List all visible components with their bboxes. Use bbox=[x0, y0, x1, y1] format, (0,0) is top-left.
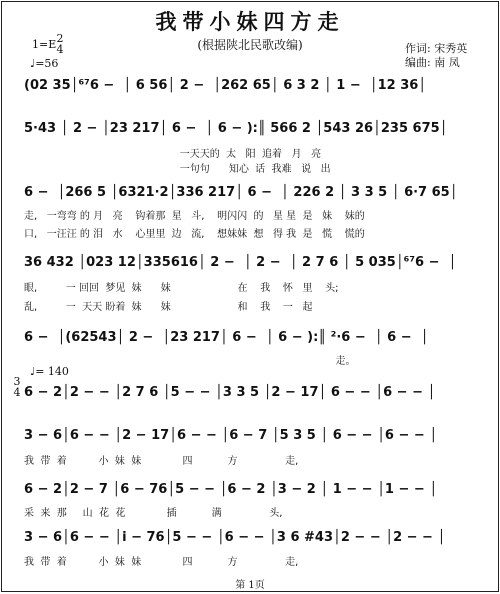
lyric-line-4a: 眼, 一 回回 梦见 妹 妹 在 我 怀 里 头; bbox=[24, 283, 339, 294]
time-signature-2-bottom: 4 bbox=[13, 386, 21, 399]
lyric-line-8a: 采 来 那 山 花 花 插 满 头, bbox=[24, 508, 283, 519]
time-signature-top: 2 bbox=[56, 32, 64, 45]
lyric-line-3a: 走, 一弯弯 的 月 亮 钩着那 星 斗, 明闪闪 的 星 星 是 妹 妹的 bbox=[24, 211, 365, 222]
tempo-marking: ♩=56 bbox=[30, 57, 59, 70]
song-title: 我带小妹四方走 bbox=[155, 9, 345, 34]
lyric-line-7a: 我 带 着 小 妹 妹 四 方 走, bbox=[24, 456, 299, 467]
lyric-line-2a: 一天天的 太 阳 追着 月 亮 bbox=[24, 149, 322, 160]
lyric-line-3b: 口, 一汪汪 的 泪 水 心里里 边 流, 想妹妹 想 得 我 是 慌 慌的 bbox=[24, 229, 365, 240]
notation-line-9: 3 − 6│6 − − │i − 76│5 − − │6 − − │3 6 #43│2 − − │2 − − │ bbox=[24, 530, 446, 545]
lyricist-credit: 作词: 宋秀英 bbox=[405, 42, 468, 55]
composer-credit: 编曲: 南 凤 bbox=[405, 56, 460, 69]
notation-line-4: 36 432 │023 12│335616│ 2 − │ 2 − │ 2 7 6 │ 5 035│⁶⁷6 − │ bbox=[24, 255, 457, 270]
key-signature: 1=E bbox=[32, 38, 57, 51]
time-signature-2 bbox=[12, 376, 22, 398]
page-number: 第 1页 bbox=[235, 580, 265, 591]
song-subtitle: (根据陕北民歌改编) bbox=[197, 38, 303, 52]
notation-line-2: 5·43 │ 2 − │23 217│ 6 − │ 6 − ):║ 566 2 │543 26│235 675│ bbox=[24, 121, 448, 136]
lyric-line-4b: 乱, 一 天天 盼着 妹 妹 和 我 一 起 bbox=[24, 302, 313, 313]
notation-line-5: 6 − │(62543│ 2 − │23 217│ 6 − │ 6 − ):║ ²·6 − │ 6 − │ bbox=[24, 330, 429, 345]
notation-line-6: 6 − 2│2 − − │2 7 6 │5 − − │3 3 5 │2 − 17│ 6 − − │6 − − │ bbox=[24, 385, 436, 400]
notation-line-3: 6 − │266 5 │6321·2│336 217│ 6 − │ 226 2 │ 3 3 5 │ 6·7 65│ bbox=[24, 185, 458, 200]
time-signature-2-top: 3 bbox=[13, 375, 21, 388]
time-signature-bottom: 4 bbox=[56, 43, 64, 56]
lyric-line-9a: 我 带 着 小 妹 妹 四 方 走, bbox=[24, 557, 299, 568]
notation-line-8: 6 − 2│2 − 7 │6 − 76│5 − − │6 − 2 │3 − 2 │ 1 − − │1 − − │ bbox=[24, 482, 438, 497]
notation-line-7: 3 − 6│6 − − │2 − 17│6 − − │6 − 7 │5 3 5 │ 6 − − │6 − − │ bbox=[24, 428, 438, 443]
tempo-marking-2: ♩= 140 bbox=[30, 365, 69, 378]
time-signature bbox=[55, 33, 65, 55]
lyric-line-5a: 走。 bbox=[24, 356, 356, 367]
notation-line-1: (02 35│⁶⁷6 − │ 6 56│ 2 − │262 65│ 6 3 2 │ 1 − │12 36│ bbox=[24, 78, 427, 93]
lyric-line-2b: 一句句 知心 话 我难 说 出 bbox=[24, 164, 331, 175]
